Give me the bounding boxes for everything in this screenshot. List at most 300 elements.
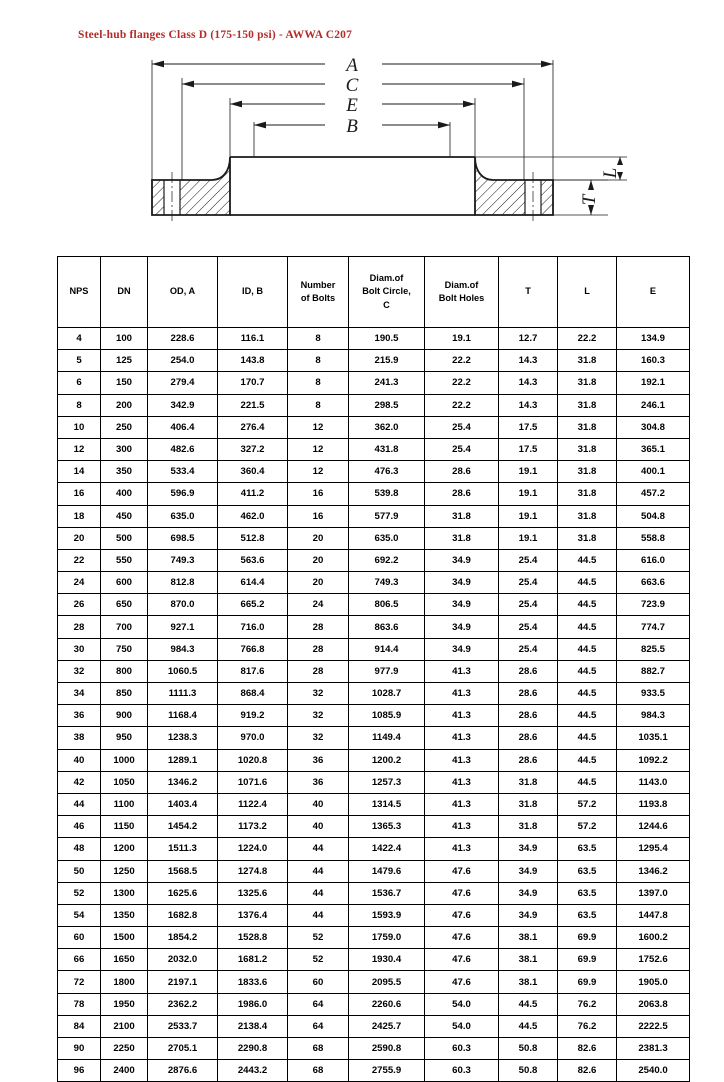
cell-nps: 24 [58,572,101,594]
cell-dn: 2400 [101,1060,148,1082]
cell-dn: 350 [101,461,148,483]
column-header-bolt-holes-line1: Diam.of [444,279,479,290]
cell-l: 31.8 [558,483,617,505]
flange-dimensions-table [57,256,690,1082]
cell-t: 31.8 [499,816,558,838]
cell-bolt-circle: 1028.7 [349,683,425,705]
cell-id-b: 2443.2 [218,1060,288,1082]
cell-dn: 1250 [101,860,148,882]
cell-bolt-holes: 19.1 [425,328,499,350]
cell-bolt-holes: 47.6 [425,904,499,926]
cell-od-a: 1111.3 [148,683,218,705]
cell-id-b: 462.0 [218,505,288,527]
cell-bolt-holes: 60.3 [425,1060,499,1082]
cell-id-b: 512.8 [218,527,288,549]
cell-number-of-bolts: 32 [288,727,349,749]
table-row [58,660,690,682]
column-header-e: E [617,257,690,328]
cell-od-a: 870.0 [148,594,218,616]
column-header-t: T [499,257,558,328]
cell-l: 44.5 [558,660,617,682]
cell-nps: 28 [58,616,101,638]
cell-e: 246.1 [617,394,690,416]
cell-dn: 950 [101,727,148,749]
cell-e: 504.8 [617,505,690,527]
cell-t: 14.3 [499,394,558,416]
cell-dn: 700 [101,616,148,638]
cell-number-of-bolts: 24 [288,594,349,616]
cell-nps: 42 [58,771,101,793]
cell-dn: 1150 [101,816,148,838]
cell-dn: 850 [101,683,148,705]
cell-bolt-holes: 47.6 [425,860,499,882]
cell-t: 34.9 [499,882,558,904]
cell-bolt-holes: 25.4 [425,438,499,460]
table-row [58,749,690,771]
cell-dn: 650 [101,594,148,616]
cell-od-a: 406.4 [148,416,218,438]
cell-dn: 2100 [101,1015,148,1037]
cell-dn: 300 [101,438,148,460]
cell-nps: 44 [58,793,101,815]
table-row [58,860,690,882]
dimension-label-a: A [346,55,358,76]
cell-nps: 12 [58,438,101,460]
cell-bolt-holes: 54.0 [425,1015,499,1037]
cell-bolt-circle: 1930.4 [349,949,425,971]
cell-number-of-bolts: 8 [288,394,349,416]
cell-od-a: 2533.7 [148,1015,218,1037]
cell-l: 57.2 [558,793,617,815]
dimension-label-l: L [600,167,621,179]
cell-od-a: 482.6 [148,438,218,460]
cell-l: 82.6 [558,1038,617,1060]
cell-od-a: 2032.0 [148,949,218,971]
cell-bolt-holes: 47.6 [425,949,499,971]
dimension-line-b [254,116,450,137]
cell-bolt-holes: 41.3 [425,816,499,838]
cell-id-b: 766.8 [218,638,288,660]
cell-l: 63.5 [558,860,617,882]
cell-e: 2540.0 [617,1060,690,1082]
cell-t: 25.4 [499,549,558,571]
cell-e: 400.1 [617,461,690,483]
cell-id-b: 1376.4 [218,904,288,926]
table-row [58,927,690,949]
cell-dn: 1050 [101,771,148,793]
cell-dn: 150 [101,372,148,394]
cell-number-of-bolts: 12 [288,461,349,483]
cell-od-a: 1403.4 [148,793,218,815]
cell-nps: 34 [58,683,101,705]
cell-od-a: 635.0 [148,505,218,527]
table-row [58,483,690,505]
cell-nps: 8 [58,394,101,416]
table-row [58,683,690,705]
cell-nps: 16 [58,483,101,505]
cell-bolt-holes: 41.3 [425,749,499,771]
cell-nps: 78 [58,993,101,1015]
cell-l: 44.5 [558,638,617,660]
cell-od-a: 279.4 [148,372,218,394]
cell-number-of-bolts: 40 [288,816,349,838]
cell-bolt-circle: 2425.7 [349,1015,425,1037]
cell-dn: 1500 [101,927,148,949]
cell-od-a: 1060.5 [148,660,218,682]
cell-l: 31.8 [558,394,617,416]
cell-t: 28.6 [499,683,558,705]
cell-bolt-holes: 41.3 [425,660,499,682]
column-header-number-of-bolts-line2: of Bolts [300,293,336,303]
cell-bolt-holes: 41.3 [425,705,499,727]
cell-number-of-bolts: 40 [288,793,349,815]
column-header-id-b: ID, B [218,257,288,328]
cell-bolt-holes: 47.6 [425,882,499,904]
cell-id-b: 1071.6 [218,771,288,793]
cell-e: 1752.6 [617,949,690,971]
cell-e: 558.8 [617,527,690,549]
cell-number-of-bolts: 44 [288,860,349,882]
cell-bolt-circle: 2755.9 [349,1060,425,1082]
table-row [58,638,690,660]
flange-drawing-svg [130,52,630,247]
cell-l: 44.5 [558,549,617,571]
table-row [58,727,690,749]
cell-l: 44.5 [558,749,617,771]
cell-bolt-circle: 806.5 [349,594,425,616]
column-header-bolt-holes [425,257,499,328]
cell-bolt-holes: 34.9 [425,572,499,594]
dimension-label-e: E [346,95,358,116]
cell-t: 28.6 [499,660,558,682]
cell-number-of-bolts: 20 [288,527,349,549]
cell-t: 50.8 [499,1038,558,1060]
column-header-od-a: OD, A [148,257,218,328]
cell-t: 19.1 [499,461,558,483]
cell-bolt-circle: 1149.4 [349,727,425,749]
cell-dn: 450 [101,505,148,527]
table-row [58,882,690,904]
cell-number-of-bolts: 8 [288,328,349,350]
cell-nps: 26 [58,594,101,616]
table-row [58,350,690,372]
cell-od-a: 2362.2 [148,993,218,1015]
cell-id-b: 221.5 [218,394,288,416]
cell-t: 44.5 [499,1015,558,1037]
cell-t: 17.5 [499,416,558,438]
cell-id-b: 143.8 [218,350,288,372]
cell-od-a: 533.4 [148,461,218,483]
cell-t: 14.3 [499,372,558,394]
cell-bolt-holes: 60.3 [425,1038,499,1060]
table-row [58,838,690,860]
column-header-bolt-circle-line1: Diam.of [369,272,404,283]
cell-l: 69.9 [558,927,617,949]
cell-e: 192.1 [617,372,690,394]
cell-e: 457.2 [617,483,690,505]
cell-t: 38.1 [499,949,558,971]
cell-e: 365.1 [617,438,690,460]
cell-bolt-circle: 749.3 [349,572,425,594]
cell-dn: 1800 [101,971,148,993]
cell-bolt-holes: 22.2 [425,350,499,372]
cell-l: 31.8 [558,505,617,527]
table-row [58,771,690,793]
table-row [58,616,690,638]
cell-l: 31.8 [558,527,617,549]
cell-t: 25.4 [499,638,558,660]
table-row [58,904,690,926]
cell-e: 2222.5 [617,1015,690,1037]
flange-body [152,157,553,224]
cell-od-a: 2705.1 [148,1038,218,1060]
cell-nps: 46 [58,816,101,838]
cell-t: 25.4 [499,572,558,594]
cell-id-b: 116.1 [218,328,288,350]
cell-nps: 48 [58,838,101,860]
cell-dn: 250 [101,416,148,438]
table-body [58,328,690,1082]
cell-t: 34.9 [499,838,558,860]
cell-id-b: 1122.4 [218,793,288,815]
cell-bolt-circle: 215.9 [349,350,425,372]
cell-id-b: 327.2 [218,438,288,460]
table-row [58,461,690,483]
cell-e: 160.3 [617,350,690,372]
cell-nps: 18 [58,505,101,527]
cell-od-a: 1346.2 [148,771,218,793]
cell-e: 1346.2 [617,860,690,882]
cell-nps: 60 [58,927,101,949]
cell-l: 82.6 [558,1060,617,1082]
cell-dn: 125 [101,350,148,372]
cell-l: 44.5 [558,683,617,705]
cell-number-of-bolts: 36 [288,749,349,771]
cell-t: 28.6 [499,749,558,771]
cell-number-of-bolts: 12 [288,416,349,438]
cell-number-of-bolts: 44 [288,838,349,860]
cell-e: 723.9 [617,594,690,616]
cell-bolt-holes: 22.2 [425,372,499,394]
cell-l: 31.8 [558,350,617,372]
table-row [58,372,690,394]
cell-bolt-circle: 635.0 [349,527,425,549]
cell-bolt-circle: 2095.5 [349,971,425,993]
table-row [58,1015,690,1037]
cell-e: 984.3 [617,705,690,727]
cell-nps: 30 [58,638,101,660]
cell-number-of-bolts: 44 [288,904,349,926]
cell-t: 19.1 [499,505,558,527]
cell-e: 1244.6 [617,816,690,838]
cell-dn: 800 [101,660,148,682]
cell-bolt-holes: 41.3 [425,771,499,793]
cell-od-a: 1238.3 [148,727,218,749]
cell-od-a: 1511.3 [148,838,218,860]
cell-bolt-circle: 1536.7 [349,882,425,904]
cell-od-a: 927.1 [148,616,218,638]
cell-id-b: 817.6 [218,660,288,682]
cell-dn: 200 [101,394,148,416]
cell-id-b: 716.0 [218,616,288,638]
cell-nps: 36 [58,705,101,727]
cell-id-b: 919.2 [218,705,288,727]
table-row [58,394,690,416]
cell-l: 44.5 [558,771,617,793]
cell-od-a: 228.6 [148,328,218,350]
cell-number-of-bolts: 8 [288,372,349,394]
cell-id-b: 1528.8 [218,927,288,949]
dimension-label-t: T [579,194,600,206]
cell-id-b: 563.6 [218,549,288,571]
cell-dn: 1100 [101,793,148,815]
cell-nps: 32 [58,660,101,682]
cell-t: 50.8 [499,1060,558,1082]
cell-dn: 100 [101,328,148,350]
cell-od-a: 596.9 [148,483,218,505]
cell-bolt-holes: 34.9 [425,616,499,638]
cell-t: 25.4 [499,594,558,616]
cell-number-of-bolts: 28 [288,660,349,682]
cell-dn: 550 [101,549,148,571]
cell-bolt-holes: 34.9 [425,594,499,616]
cell-e: 1193.8 [617,793,690,815]
column-header-nps: NPS [58,257,101,328]
cell-nps: 54 [58,904,101,926]
cell-nps: 10 [58,416,101,438]
cell-t: 34.9 [499,904,558,926]
cell-nps: 4 [58,328,101,350]
cell-id-b: 1833.6 [218,971,288,993]
cell-l: 44.5 [558,616,617,638]
cell-t: 12.7 [499,328,558,350]
cell-nps: 22 [58,549,101,571]
table-row [58,416,690,438]
cell-id-b: 170.7 [218,372,288,394]
cell-id-b: 276.4 [218,416,288,438]
cell-od-a: 254.0 [148,350,218,372]
table-row [58,1060,690,1082]
cell-e: 1447.8 [617,904,690,926]
cell-number-of-bolts: 28 [288,638,349,660]
cell-bolt-circle: 1759.0 [349,927,425,949]
cell-od-a: 698.5 [148,527,218,549]
page-title: Steel-hub flanges Class D (175-150 psi) - AWWA C207 [78,29,353,41]
cell-id-b: 1274.8 [218,860,288,882]
cell-t: 14.3 [499,350,558,372]
cell-t: 17.5 [499,438,558,460]
cell-bolt-circle: 692.2 [349,549,425,571]
cell-nps: 96 [58,1060,101,1082]
cell-e: 933.5 [617,683,690,705]
cell-bolt-circle: 1257.3 [349,771,425,793]
cell-l: 63.5 [558,838,617,860]
cell-number-of-bolts: 64 [288,993,349,1015]
cell-id-b: 1020.8 [218,749,288,771]
cell-bolt-circle: 1422.4 [349,838,425,860]
cell-number-of-bolts: 20 [288,549,349,571]
cell-l: 31.8 [558,416,617,438]
cell-dn: 1000 [101,749,148,771]
cell-number-of-bolts: 12 [288,438,349,460]
cell-t: 19.1 [499,527,558,549]
cell-dn: 1350 [101,904,148,926]
cell-nps: 52 [58,882,101,904]
table-row [58,993,690,1015]
cell-t: 38.1 [499,971,558,993]
cell-number-of-bolts: 32 [288,683,349,705]
cell-bolt-holes: 41.3 [425,683,499,705]
cell-bolt-circle: 362.0 [349,416,425,438]
cell-number-of-bolts: 36 [288,771,349,793]
column-header-bolt-circle [349,257,425,328]
cell-bolt-circle: 476.3 [349,461,425,483]
cell-bolt-holes: 34.9 [425,638,499,660]
cell-bolt-circle: 298.5 [349,394,425,416]
cell-e: 1905.0 [617,971,690,993]
table-row [58,594,690,616]
cell-dn: 1200 [101,838,148,860]
cell-number-of-bolts: 8 [288,350,349,372]
cell-t: 28.6 [499,727,558,749]
cell-l: 69.9 [558,949,617,971]
table-row [58,949,690,971]
cell-dn: 600 [101,572,148,594]
cell-id-b: 2138.4 [218,1015,288,1037]
cell-bolt-holes: 28.6 [425,461,499,483]
dimension-line-e [230,95,475,116]
cell-od-a: 1168.4 [148,705,218,727]
cell-number-of-bolts: 64 [288,1015,349,1037]
flange-dimensions-table-container [57,256,667,1082]
cell-od-a: 1682.8 [148,904,218,926]
cell-bolt-circle: 431.8 [349,438,425,460]
cell-number-of-bolts: 32 [288,705,349,727]
cell-t: 19.1 [499,483,558,505]
cell-l: 76.2 [558,1015,617,1037]
column-header-number-of-bolts-line1: Number [300,279,336,290]
column-header-number-of-bolts [288,257,349,328]
cell-dn: 750 [101,638,148,660]
cell-dn: 1300 [101,882,148,904]
table-row [58,793,690,815]
cell-number-of-bolts: 16 [288,505,349,527]
cell-bolt-holes: 41.3 [425,838,499,860]
cell-bolt-circle: 190.5 [349,328,425,350]
column-header-bolt-holes-line2: Bolt Holes [438,293,485,303]
dimension-label-c: C [345,75,359,96]
cell-bolt-circle: 1365.3 [349,816,425,838]
column-header-bolt-circle-line3: C [383,299,390,310]
cell-l: 63.5 [558,904,617,926]
cell-t: 44.5 [499,993,558,1015]
cell-e: 616.0 [617,549,690,571]
cell-l: 31.8 [558,372,617,394]
cell-od-a: 2876.6 [148,1060,218,1082]
cell-od-a: 1568.5 [148,860,218,882]
cell-nps: 20 [58,527,101,549]
cell-nps: 5 [58,350,101,372]
table-header [58,257,690,328]
cell-od-a: 812.8 [148,572,218,594]
cell-bolt-holes: 31.8 [425,527,499,549]
cell-nps: 14 [58,461,101,483]
cell-nps: 72 [58,971,101,993]
table-row [58,527,690,549]
cell-l: 22.2 [558,328,617,350]
cell-number-of-bolts: 16 [288,483,349,505]
cell-e: 774.7 [617,616,690,638]
